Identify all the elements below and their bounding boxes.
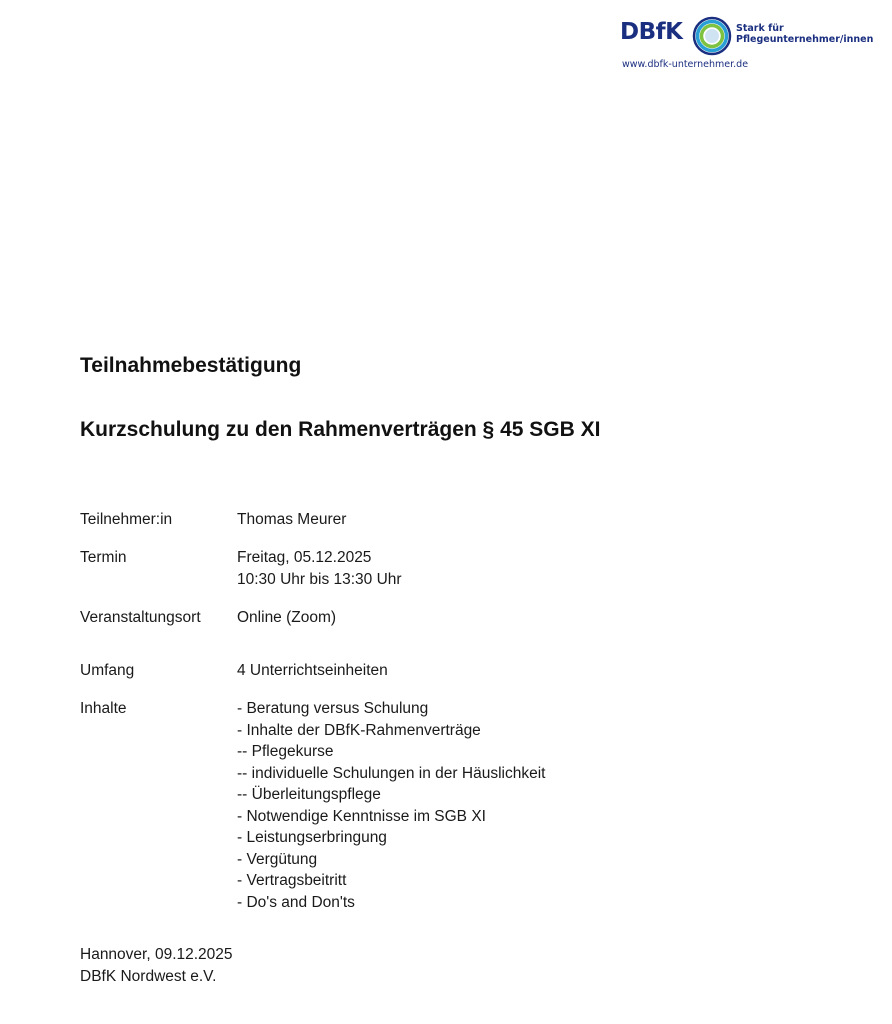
logo-ring-icon xyxy=(692,16,732,56)
contents-item: - Vertragsbeitritt xyxy=(237,872,347,889)
document-subtitle: Kurzschulung zu den Rahmenverträgen § 45 SGB XI xyxy=(80,418,601,441)
contents-list xyxy=(237,698,545,913)
scope-value: 4 Unterrichtseinheiten xyxy=(237,662,388,679)
contents-item: - Do's and Don'ts xyxy=(237,893,355,911)
location-value: Online (Zoom) xyxy=(237,609,337,626)
logo-tagline-line1: Stark für xyxy=(736,23,784,34)
date-day: Freitag, 05.12.2025 xyxy=(237,549,372,566)
contents-item: -- Pflegekurse xyxy=(237,743,334,760)
contents-label: Inhalte xyxy=(80,700,127,717)
document-title: Teilnahmebestätigung xyxy=(80,354,302,377)
logo-tagline-line2: Pflegeunternehmer/innen xyxy=(736,34,874,45)
scope-label: Umfang xyxy=(80,662,135,679)
contents-item: - Leistungserbringung xyxy=(237,829,387,846)
participant-value: Thomas Meurer xyxy=(237,511,347,528)
date-label: Termin xyxy=(80,549,127,566)
date-time: 10:30 Uhr bis 13:30 Uhr xyxy=(237,570,402,588)
dbfk-logo xyxy=(620,14,880,76)
footer-place-date: Hannover, 09.12.2025 xyxy=(80,946,233,963)
contents-item: - Notwendige Kenntnisse im SGB XI xyxy=(237,807,486,825)
contents-item: -- Überleitungspflege xyxy=(237,786,381,803)
contents-item: - Vergütung xyxy=(237,850,318,868)
participant-label: Teilnehmer:in xyxy=(80,511,173,528)
logo-url: www.dbfk-unternehmer.de xyxy=(622,59,749,70)
date-value xyxy=(237,547,402,590)
contents-item: - Beratung versus Schulung xyxy=(237,700,429,717)
footer-organization: DBfK Nordwest e.V. xyxy=(80,968,217,985)
contents-item: -- individuelle Schulungen in der Häuslichkeit xyxy=(237,764,546,782)
location-label: Veranstaltungsort xyxy=(80,609,201,626)
contents-item: - Inhalte der DBfK-Rahmenverträge xyxy=(237,721,481,739)
logo-tagline xyxy=(736,23,873,45)
logo-wordmark: DBfK xyxy=(620,19,683,45)
